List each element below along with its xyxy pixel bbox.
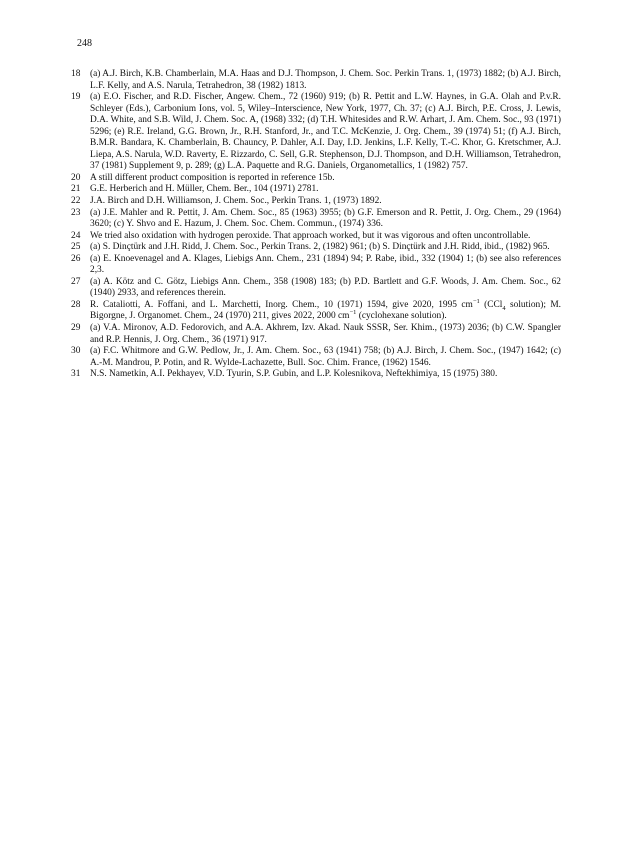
reference-number: 24 bbox=[71, 230, 81, 241]
reference-text: We tried also oxidation with hydrogen peroxide. That approach worked, but it was vigorous and often uncontrollable. bbox=[90, 230, 531, 241]
reference-number: 18 bbox=[71, 69, 81, 79]
superscript: −1 bbox=[472, 297, 480, 305]
reference-item bbox=[71, 242, 561, 254]
reference-number: 30 bbox=[71, 346, 81, 357]
page-number: 248 bbox=[77, 38, 92, 49]
reference-item bbox=[71, 231, 561, 243]
reference-text: (a) E. Knoevenagel and A. Klages, Liebigs Ann. Chem., 231 (1894) 94; P. Rabe, ibid., 332 (1904) 1; (b) see also references 2,3. bbox=[90, 253, 561, 276]
reference-text: (a) V.A. Mironov, A.D. Fedorovich, and A.A. Akhrem, Izv. Akad. Nauk SSSR, Ser. Khim., (1973) 2036; (b) C.W. Spangler and R.P. Hennis, J. Org. Chem., 36 (1971) 917. bbox=[90, 323, 561, 345]
reference-item bbox=[71, 254, 561, 277]
reference-item bbox=[71, 297, 561, 323]
superscript: −1 bbox=[349, 309, 357, 317]
reference-number: 29 bbox=[71, 323, 81, 334]
reference-item bbox=[71, 346, 561, 369]
reference-number: 23 bbox=[71, 207, 81, 218]
subscript: 4 bbox=[502, 304, 506, 312]
reference-text: (a) J.E. Mahler and R. Pettit, J. Am. Chem. Soc., 85 (1963) 3955; (b) G.F. Emerson and R. Pettit, J. Org. Chem., 29 (1964) 3620; (c) Y. Shvo and E. Hazum, J. Chem. Soc. Chem. Commun., (1974) 336. bbox=[90, 207, 561, 230]
reference-item bbox=[71, 173, 561, 185]
reference-item bbox=[71, 323, 561, 346]
reference-number: 31 bbox=[71, 369, 81, 380]
reference-item bbox=[71, 196, 561, 208]
reference-text bbox=[90, 297, 561, 322]
reference-item bbox=[71, 92, 561, 173]
reference-list bbox=[71, 69, 561, 381]
reference-text: (a) A. Kötz and C. Götz, Liebigs Ann. Chem., 358 (1908) 183; (b) P.D. Bartlett and G.F. Woods, J. Am. Chem. Soc., 62 (1940) 2933, and references therein. bbox=[90, 276, 561, 299]
reference-item bbox=[71, 208, 561, 231]
reference-number: 28 bbox=[71, 299, 81, 310]
reference-text: G.E. Herberich and H. Müller, Chem. Ber., 104 (1971) 2781. bbox=[90, 184, 319, 195]
reference-number: 20 bbox=[71, 172, 81, 183]
reference-item bbox=[71, 277, 561, 300]
reference-text: (a) A.J. Birch, K.B. Chamberlain, M.A. Haas and D.J. Thompson, J. Chem. Soc. Perkin Trans. 1, (1973) 1882; (b) A.J. Birch, L.F. Kelly, and A.S. Narula, Tetrahedron, 38 (1982) 1813. bbox=[90, 69, 561, 91]
reference-item bbox=[71, 369, 561, 381]
reference-text: J.A. Birch and D.H. Williamson, J. Chem. Soc., Perkin Trans. 1, (1973) 1892. bbox=[90, 196, 382, 207]
reference-text: (a) S. Dinçtürk and J.H. Ridd, J. Chem. Soc., Perkin Trans. 2, (1982) 961; (b) S. Dinçtürk and J.H. Ridd, ibid., (1982) 965. bbox=[90, 242, 550, 253]
reference-text: A still different product composition is reported in reference 15b. bbox=[90, 172, 335, 183]
reference-text: (a) E.O. Fischer, and R.D. Fischer, Angew. Chem., 72 (1960) 919; (b) R. Pettit and L.W. Haynes, in G.A. Olah and P.v.R. Schleyer (Eds.), Carbonium Ions, vol. 5, Wiley–Interscience, New York, 1977, Ch. 37; (c) A.J. Birch, P.E. Cross, J. Lewis, D.A. White, and S.B. Wild, J. Chem. Soc. A, (1968) 332; (d) T.H. Whitesides and R.W. Arhart, J. Am. Chem. Soc., 93 (1971) 5296; (e) R.E. Ireland, G.G. Brown, Jr., R.H. Stanford, Jr., and T.C. McKenzie, J. Org. Chem., 39 (1974) 51; (f) A.J. Birch, B.M.R. Bandara, K. Chamberlain, B. Chauncy, P. Dahler, A.I. Day, I.D. Jenkins, L.F. Kelly, T.-C. Khor, G. Kretschmer, A.J. Liepa, A.S. Narula, W.D. Raverty, E. Rizzardo, C. Sell, G.R. Stephenson, D.J. Thompson, and D.H. Williamson, Tetrahedron, 37 (1981) Supplement 9, p. 289; (g) L.A. Paquette and R.G. Daniels, Organometallics, 1 (1982) 757. bbox=[90, 92, 561, 172]
reference-text-part: (cyclohexane solution). bbox=[356, 311, 447, 322]
reference-text-part: R. Cataliotti, A. Foffani, and L. Marchetti, Inorg. Chem., 10 (1971) 1594, give 2020, 1995 cm bbox=[90, 299, 473, 310]
reference-item bbox=[71, 69, 561, 92]
reference-number: 19 bbox=[71, 92, 81, 103]
reference-number: 21 bbox=[71, 184, 81, 195]
reference-item bbox=[71, 184, 561, 196]
reference-text: (a) F.C. Whitmore and G.W. Pedlow, Jr., J. Am. Chem. Soc., 63 (1941) 758; (b) A.J. Birch, J. Chem. Soc., (1947) 1642; (c) A.-M. Mandrou, P. Potin, and R. Wylde-Lachazette, Bull. Soc. Chim. France, (1962) 1546. bbox=[90, 346, 561, 368]
reference-number: 26 bbox=[71, 253, 81, 264]
reference-text-part: solution); M. Bigorgne, J. Organomet. Chem., 24 (1970) 211, gives 2022, 2000 cm bbox=[90, 299, 561, 322]
reference-text: N.S. Nametkin, A.I. Pekhayev, V.D. Tyurin, S.P. Gubin, and L.P. Kolesnikova, Neftekhimiya, 15 (1975) 380. bbox=[90, 369, 498, 380]
reference-text-part: (CCl bbox=[479, 299, 503, 310]
reference-number: 25 bbox=[71, 242, 81, 253]
reference-number: 27 bbox=[71, 276, 81, 287]
reference-number: 22 bbox=[71, 196, 81, 207]
